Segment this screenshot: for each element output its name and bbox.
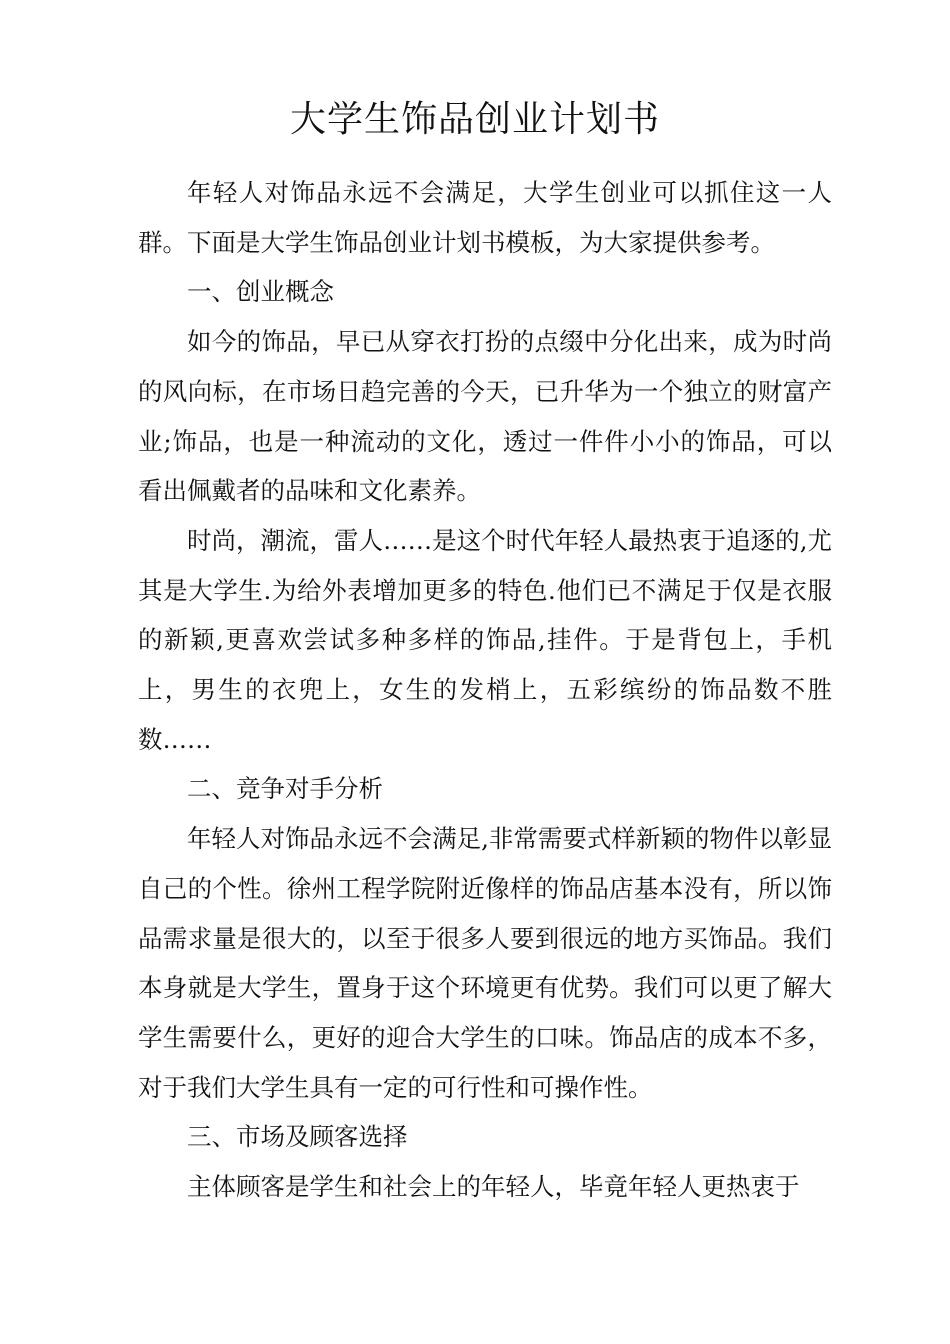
section-heading-concept: 一、创业概念 (187, 277, 334, 307)
concept-paragraph-1: 如今的饰品，早已从穿衣打扮的点缀中分化出来，成为时尚的风向标，在市场日趋完善的今天，已升华为一个独立的财富产业;饰品，也是一种流动的文化，透过一件件小小的饰品，可以看出佩戴者的品味和文化素养。 (138, 327, 832, 506)
market-paragraph: 主体顾客是学生和社会上的年轻人，毕竟年轻人更热衷于 (187, 1172, 800, 1202)
competition-paragraph: 年轻人对饰品永远不会满足,非常需要式样新颖的物件以彰显自己的个性。徐州工程学院附近像样的饰品店基本没有，所以饰品需求量是很大的，以至于很多人要到很远的地方买饰品。我们本身就是大学生，置身于这个环境更有优势。我们可以更了解大学生需要什么，更好的迎合大学生的口味。饰品店的成本不多，对于我们大学生具有一定的可行性和可操作性。 (138, 824, 832, 1102)
intro-paragraph: 年轻人对饰品永远不会满足，大学生创业可以抓住这一人群。下面是大学生饰品创业计划书模板，为大家提供参考。 (138, 178, 832, 257)
section-heading-market: 三、市场及顾客选择 (187, 1122, 408, 1152)
section-heading-competition: 二、竞争对手分析 (187, 774, 383, 804)
concept-paragraph-2: 时尚，潮流，雷人……是这个时代年轻人最热衷于追逐的,尤其是大学生.为给外表增加更多的特色.他们已不满足于仅是衣服的新颖,更喜欢尝试多种多样的饰品,挂件。于是背包上，手机上，男生的衣兜上，女生的发梢上，五彩缤纷的饰品数不胜数…… (138, 525, 832, 754)
document-title: 大学生饰品创业计划书 (289, 99, 660, 140)
document-body (138, 168, 832, 1212)
